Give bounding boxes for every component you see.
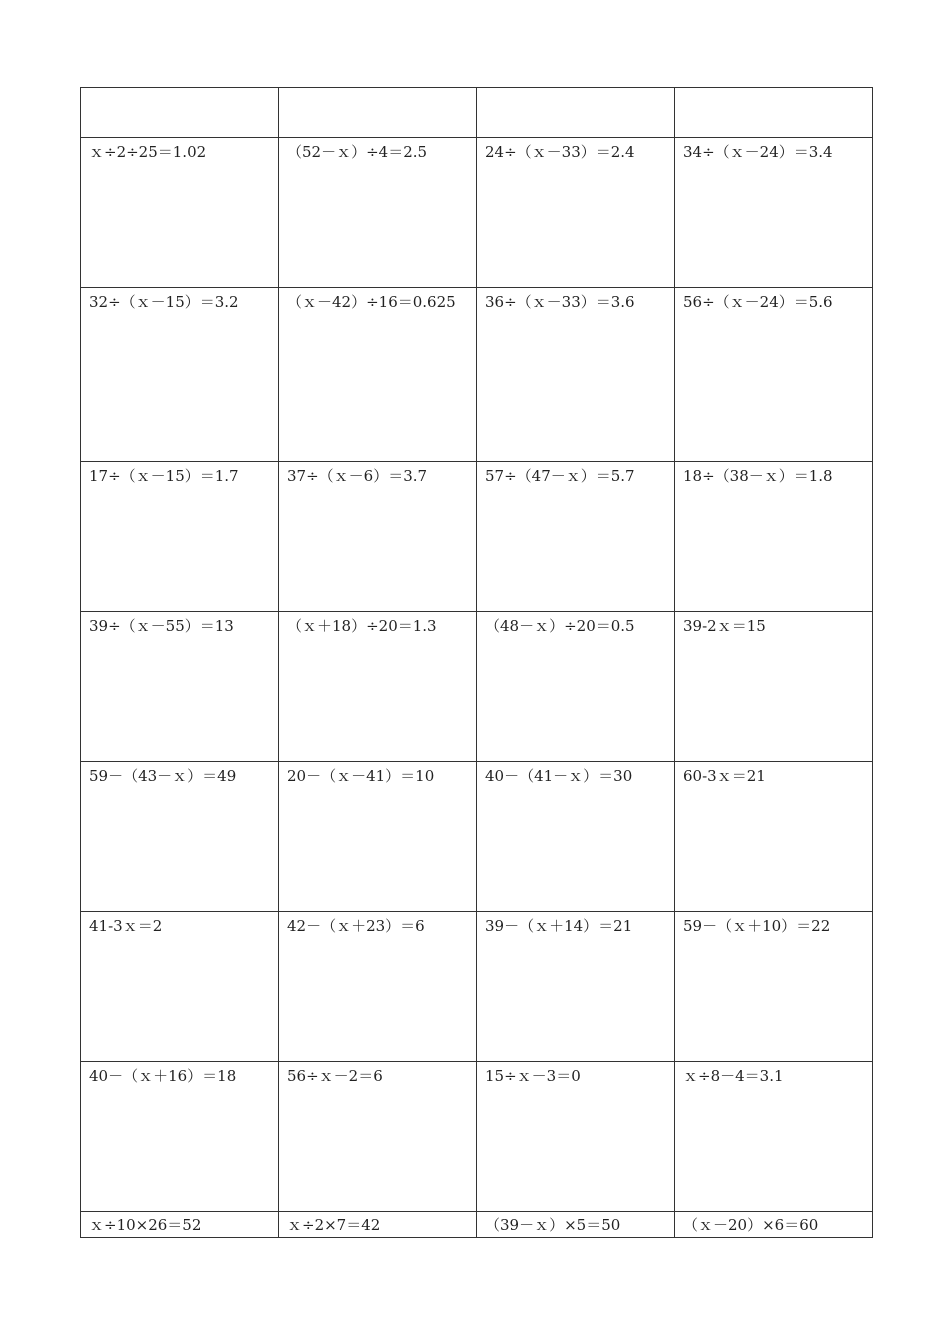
table-cell — [477, 1212, 675, 1238]
table-cell — [675, 762, 873, 912]
equation-text: 18÷（38－ｘ）＝1.8 — [683, 467, 833, 485]
table-cell — [675, 88, 873, 138]
equation-text: （ｘ－20）×6＝60 — [683, 1216, 819, 1234]
table-cell — [477, 88, 675, 138]
equation-text: ｘ÷10×26＝52 — [89, 1216, 202, 1234]
table-cell — [477, 462, 675, 612]
table-cell — [81, 912, 279, 1062]
table-cell — [279, 612, 477, 762]
table-cell — [81, 138, 279, 288]
table-row — [81, 762, 873, 912]
table-row — [81, 88, 873, 138]
table-cell — [477, 762, 675, 912]
equation-text: ｘ÷2÷25＝1.02 — [89, 143, 207, 161]
table-cell — [477, 612, 675, 762]
equation-text: 40－（41－ｘ）＝30 — [485, 767, 633, 785]
table-cell — [477, 912, 675, 1062]
equation-text: 56÷ｘ－2＝6 — [287, 1067, 383, 1085]
table-cell — [279, 1212, 477, 1238]
table-cell — [675, 912, 873, 1062]
equation-text: 34÷（ｘ－24）＝3.4 — [683, 143, 833, 161]
equation-text: （ｘ＋18）÷20＝1.3 — [287, 617, 437, 635]
table-cell — [279, 762, 477, 912]
table-cell — [279, 1062, 477, 1212]
equation-text: （39－ｘ）×5＝50 — [485, 1216, 621, 1234]
equation-text: 20－（ｘ－41）＝10 — [287, 767, 435, 785]
table-cell — [279, 462, 477, 612]
table-row — [81, 288, 873, 462]
table-cell — [81, 762, 279, 912]
table-cell — [675, 138, 873, 288]
table-cell — [81, 1062, 279, 1212]
table-row — [81, 912, 873, 1062]
equation-text: 36÷（ｘ－33）＝3.6 — [485, 293, 635, 311]
equation-text: （ｘ－42）÷16＝0.625 — [287, 293, 456, 311]
equation-text: 42－（ｘ＋23）＝6 — [287, 917, 425, 935]
table-row — [81, 462, 873, 612]
table-cell — [81, 1212, 279, 1238]
equation-text: 59－（ｘ＋10）＝22 — [683, 917, 831, 935]
equation-text: 39-2ｘ＝15 — [683, 617, 766, 635]
equation-text: 41-3ｘ＝2 — [89, 917, 163, 935]
equation-text — [81, 88, 278, 90]
table-row — [81, 138, 873, 288]
equation-text — [477, 88, 674, 90]
equation-text: ｘ÷8－4＝3.1 — [683, 1067, 784, 1085]
equation-text: ｘ÷2×7＝42 — [287, 1216, 381, 1234]
equation-text: 15÷ｘ－3＝0 — [485, 1067, 581, 1085]
table-cell — [477, 138, 675, 288]
equation-text: 40－（ｘ＋16）＝18 — [89, 1067, 237, 1085]
equation-text: 32÷（ｘ－15）＝3.2 — [89, 293, 239, 311]
equation-text: 37÷（ｘ－6）＝3.7 — [287, 467, 428, 485]
table-row — [81, 1212, 873, 1238]
table-cell — [477, 288, 675, 462]
equation-text: 60-3ｘ＝21 — [683, 767, 766, 785]
equation-text: （52－ｘ）÷4＝2.5 — [287, 143, 428, 161]
table-cell — [675, 1212, 873, 1238]
equation-worksheet-table — [80, 87, 873, 1238]
equation-text: 56÷（ｘ－24）＝5.6 — [683, 293, 833, 311]
equation-text: （48－ｘ）÷20＝0.5 — [485, 617, 635, 635]
table-cell — [675, 462, 873, 612]
table-cell — [279, 88, 477, 138]
table-cell — [81, 288, 279, 462]
table-cell — [675, 288, 873, 462]
table-cell — [81, 462, 279, 612]
table-cell — [81, 88, 279, 138]
table-cell — [675, 612, 873, 762]
table-row — [81, 1062, 873, 1212]
table-cell — [81, 612, 279, 762]
equation-text: 59－（43－ｘ）＝49 — [89, 767, 237, 785]
equation-text — [279, 88, 476, 90]
table-cell — [477, 1062, 675, 1212]
equation-text: 17÷（ｘ－15）＝1.7 — [89, 467, 239, 485]
table-cell — [279, 912, 477, 1062]
table-cell — [279, 288, 477, 462]
equation-text: 39÷（ｘ－55）＝13 — [89, 617, 234, 635]
equation-text: 24÷（ｘ－33）＝2.4 — [485, 143, 635, 161]
table-row — [81, 612, 873, 762]
table-cell — [675, 1062, 873, 1212]
equation-text — [675, 88, 872, 90]
table-cell — [279, 138, 477, 288]
equation-text: 57÷（47－ｘ）＝5.7 — [485, 467, 635, 485]
equation-text: 39－（ｘ＋14）＝21 — [485, 917, 633, 935]
